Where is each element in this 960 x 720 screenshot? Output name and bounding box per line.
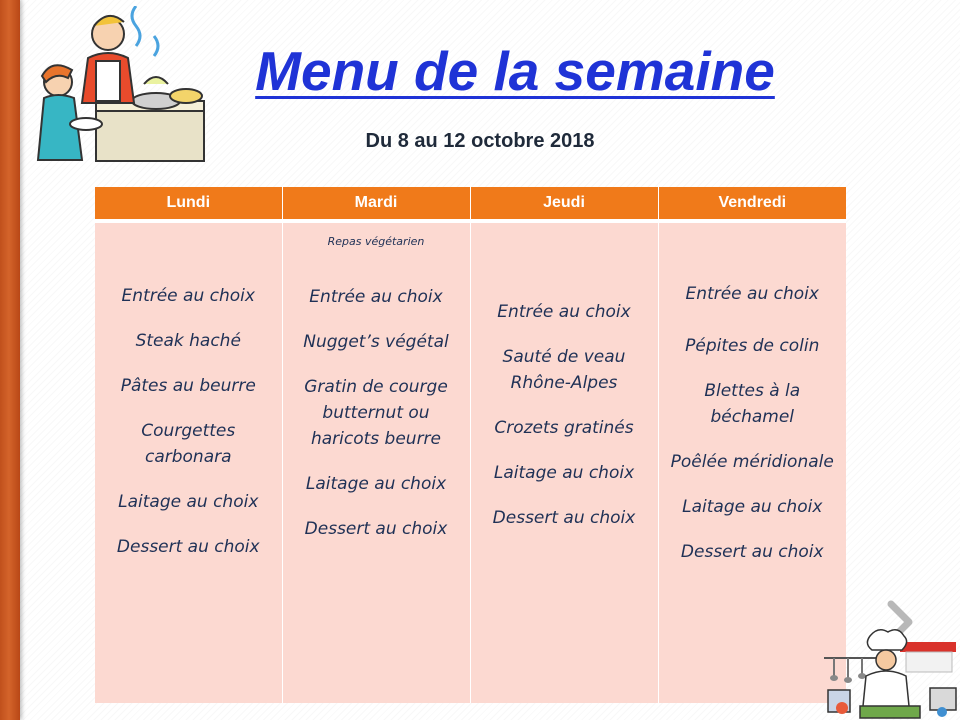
menu-item: Dessert au choix [680, 542, 824, 562]
menu-item: Dessert au choix [492, 508, 636, 528]
day-header-jeudi: Jeudi [470, 187, 658, 219]
menu-item: Entrée au choix [121, 286, 255, 306]
menu-item: Blettes à la béchamel [704, 381, 801, 427]
menu-column-jeudi [470, 223, 658, 703]
menu-column-lundi [95, 223, 282, 703]
menu-item: Poêlée méridionale [670, 452, 834, 472]
menu-item: Laitage au choix [118, 492, 259, 512]
chef-kitchen-illustration [820, 628, 960, 720]
date-range: Du 8 au 12 octobre 2018 [365, 130, 595, 152]
menu-item: Steak haché [135, 331, 241, 351]
left-accent-bar [0, 0, 20, 720]
menu-item: Crozets gratinés [494, 418, 634, 438]
menu-column-mardi [282, 223, 470, 703]
menu-item: Laitage au choix [682, 497, 823, 517]
menu-item: Nugget’s végétal [303, 332, 449, 352]
menu-item: Entrée au choix [497, 302, 631, 322]
menu-item: Dessert au choix [304, 519, 448, 539]
menu-item: Pâtes au beurre [120, 376, 256, 396]
menu-item: Courgettes carbonara [141, 421, 236, 467]
menu-item: Entrée au choix [309, 287, 443, 307]
day-header-lundi: Lundi [95, 187, 282, 219]
menu-column-vendredi [658, 223, 846, 703]
menu-item: Laitage au choix [305, 474, 447, 494]
day-header-mardi: Mardi [282, 187, 470, 219]
menu-item: Sauté de veau Rhône-Alpes [502, 347, 626, 393]
day-header-vendredi: Vendredi [658, 187, 846, 219]
menu-item: Entrée au choix [685, 284, 819, 304]
vegetarian-note: Repas végétarien [327, 235, 425, 248]
menu-item: Pépites de colin [685, 336, 820, 356]
page-title: Menu de la semaine [255, 40, 775, 102]
menu-item: Laitage au choix [493, 463, 635, 483]
menu-item: Dessert au choix [116, 537, 260, 557]
weekly-menu-table [95, 187, 846, 703]
cafeteria-serving-illustration [36, 6, 206, 171]
menu-item: Gratin de courge butternut ou haricots beurre [304, 377, 448, 449]
